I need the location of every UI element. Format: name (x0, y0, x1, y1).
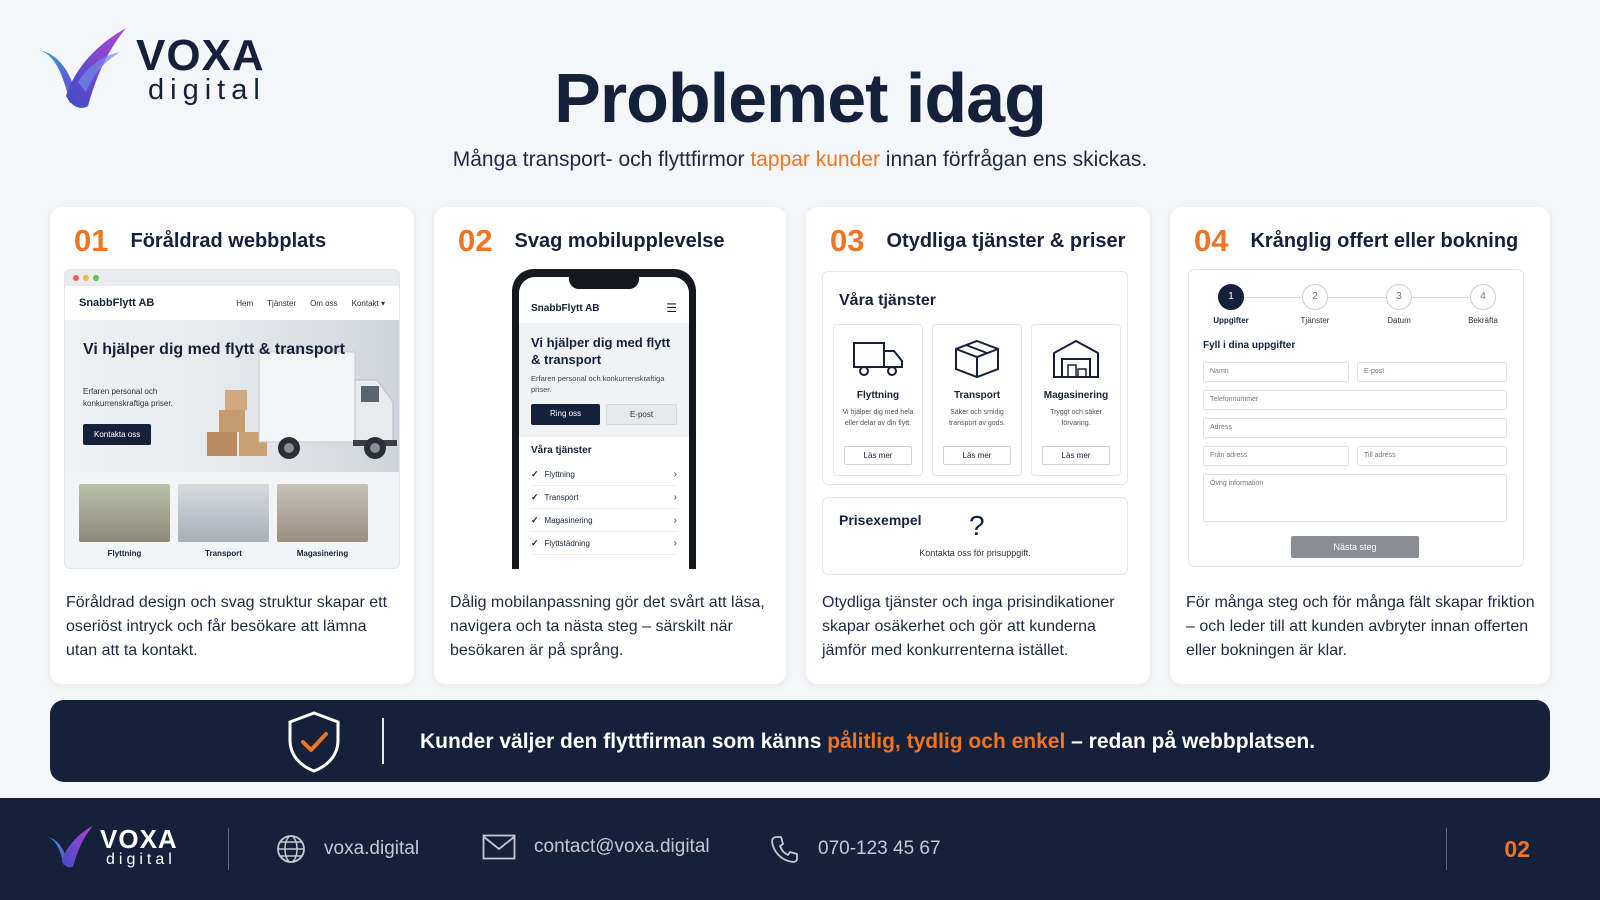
storage-image-icon (277, 484, 368, 542)
check-icon: ✓ (531, 514, 539, 525)
phone-hero-title: Vi hjälper dig med flytt & transport (531, 335, 671, 367)
service-name: Transport (953, 390, 1001, 401)
step-number: 4 (1470, 284, 1496, 310)
check-icon: ✓ (531, 468, 539, 479)
problem-card-1 (50, 207, 414, 684)
price-title: Prisexempel (839, 512, 922, 528)
card-description: Otydliga tjänster och inga prisindikationer skapar osäkerhet och gör att kunderna jämför med konkurrenterna istället. (822, 594, 1115, 659)
banner-highlight: pålitlig, tydlig och enkel (827, 730, 1066, 753)
list-item-label: Magasinering (544, 515, 593, 525)
read-more-button[interactable]: Läs mer (844, 446, 912, 465)
phone-hero-text: Erfaren personal och konkurrenskraftiga priser. (531, 374, 665, 394)
chevron-right-icon: › (673, 514, 677, 526)
check-icon: ✓ (531, 537, 539, 548)
mail-icon (482, 834, 516, 860)
logo-name: VOXA (136, 30, 265, 80)
phone-link[interactable]: 070-123 45 67 (818, 838, 941, 859)
contact-us-button[interactable]: Kontakta oss (83, 424, 151, 445)
close-dot-icon (73, 275, 79, 281)
nav-link-home[interactable]: Hem (236, 298, 254, 308)
subtitle-text-end: innan förfrågan ens skickas. (879, 148, 1148, 171)
list-item-label: Transport (544, 492, 579, 502)
price-text: Kontakta oss för prisuppgift. (919, 548, 1031, 558)
step-2[interactable] (1287, 284, 1343, 325)
problem-card-3 (806, 207, 1150, 684)
list-item-label: Flyttstädning (544, 538, 590, 548)
phone-icon (770, 834, 800, 864)
step-label: Tjänster (1300, 316, 1330, 325)
page-number: 02 (1504, 836, 1530, 862)
thumbnail-storage[interactable] (277, 484, 368, 558)
question-mark-icon: ? (969, 510, 985, 541)
step-label: Uppgifter (1213, 316, 1249, 325)
read-more-button[interactable]: Läs mer (943, 446, 1011, 465)
next-step-button[interactable]: Nästa steg (1291, 536, 1419, 558)
footer (0, 798, 1600, 900)
card-description: Dålig mobilanpassning gör det svårt att läsa, navigera och ta nästa steg – särskilt när besökaren är på språng. (450, 594, 765, 659)
phone-screen (519, 277, 689, 569)
footer-divider (228, 828, 229, 870)
form-title: Fyll i dina uppgifter (1203, 340, 1296, 351)
browser-bar (65, 270, 399, 286)
globe-icon (276, 834, 306, 864)
website-brand: SnabbFlytt AB (79, 297, 155, 309)
website-hero-text: Erfaren personal och konkurrenskraftiga priser. (83, 387, 173, 408)
card-number: 02 (458, 223, 493, 258)
banner-divider (382, 718, 384, 764)
booking-form-mockup (1188, 269, 1524, 567)
step-label: Bekräfta (1468, 316, 1498, 325)
hamburger-menu-icon[interactable]: ☰ (666, 301, 677, 315)
other-info-field[interactable]: Övrig information (1203, 474, 1507, 522)
website-hero (65, 320, 399, 472)
list-item[interactable] (531, 463, 677, 486)
thumbnail-transport[interactable] (178, 484, 269, 558)
footer-logo-sub: digital (106, 851, 176, 868)
footer-divider (1446, 828, 1447, 870)
moving-image-icon (79, 484, 170, 542)
email-button[interactable]: E-post (606, 404, 677, 425)
check-icon: ✓ (531, 491, 539, 502)
form-stepper (1203, 284, 1511, 328)
nav-link-services[interactable]: Tjänster (267, 298, 297, 308)
card-number: 04 (1194, 223, 1229, 258)
phone-services-title: Våra tjänster (531, 445, 592, 456)
card-title: Otydliga tjänster & priser (886, 229, 1126, 252)
nav-link-about[interactable]: Om oss (310, 298, 338, 308)
service-text: Säker och smidig transport av gods. (948, 409, 1006, 427)
van-image-icon (178, 484, 269, 542)
phone-mockup (512, 269, 696, 569)
page-title: Problemet idag (554, 59, 1046, 137)
subtitle-text: Många transport- och flyttfirmor (452, 148, 751, 171)
card-description: För många steg och för många fält skapar friktion – och leder till att kunden avbryter innan offerten eller bokningen är klar. (1186, 594, 1535, 659)
nav-link-contact[interactable]: Kontakt ▾ (351, 298, 385, 308)
website-hero-title: Vi hjälper dig med flytt & transport (83, 341, 345, 358)
name-field[interactable]: Namn (1203, 362, 1349, 382)
step-number: 2 (1302, 284, 1328, 310)
maximize-dot-icon (93, 275, 99, 281)
service-name: Flyttning (856, 390, 900, 401)
chevron-right-icon: › (673, 537, 677, 549)
website-link[interactable]: voxa.digital (324, 838, 420, 859)
warehouse-icon (1052, 339, 1100, 379)
voxa-mark-icon (46, 824, 94, 870)
email-field[interactable]: E-post (1357, 362, 1507, 382)
card-number: 03 (830, 223, 865, 258)
thumbnail-label: Magasinering (296, 549, 349, 558)
phone-services (519, 437, 689, 563)
footer-website[interactable] (276, 834, 419, 864)
service-text: Vi hjälper dig med hela eller delar av din flytt. (842, 409, 914, 427)
stepper-line (1231, 297, 1483, 298)
phone-field[interactable]: Telefonnummer (1203, 390, 1507, 410)
price-example-box (822, 497, 1128, 575)
phone-hero (519, 324, 689, 437)
card-number: 01 (74, 223, 109, 258)
card-title: Svag mobilupplevelse (514, 229, 725, 252)
step-3[interactable] (1371, 284, 1427, 325)
banner-text-start: Kunder väljer den flyttfirman som känns (420, 730, 828, 753)
services-title: Våra tjänster (839, 292, 936, 309)
service-card-moving (833, 324, 923, 476)
footer-logo-name: VOXA (100, 824, 178, 854)
shield-check-icon (286, 710, 342, 774)
step-4[interactable] (1455, 284, 1511, 325)
card-title: Krånglig offert eller bokning (1250, 229, 1519, 252)
footer-email[interactable] (482, 834, 710, 860)
page-subtitle (0, 148, 1600, 172)
logo-sub: digital (148, 73, 266, 106)
thumbnail-label: Transport (205, 549, 242, 558)
to-address-field[interactable]: Till adress (1357, 446, 1507, 466)
phone-brand: SnabbFlytt AB (531, 302, 600, 314)
banner-text-end: – redan på webbplatsen. (1065, 730, 1316, 753)
box-icon (954, 339, 1000, 379)
step-number: 1 (1218, 284, 1244, 310)
step-number: 3 (1386, 284, 1412, 310)
thumbnail-moving[interactable] (79, 484, 170, 558)
footer-logo (46, 824, 178, 870)
address-field[interactable]: Adress (1203, 418, 1507, 438)
service-card-storage (1031, 324, 1121, 476)
step-label: Datum (1387, 316, 1411, 325)
truck-icon (852, 339, 904, 379)
card-title: Föråldrad webbplats (130, 229, 327, 252)
chevron-right-icon: › (673, 468, 677, 480)
list-item[interactable] (531, 486, 677, 509)
minimize-dot-icon (83, 275, 89, 281)
call-us-button[interactable]: Ring oss (531, 404, 600, 425)
footer-phone[interactable] (770, 834, 941, 864)
list-item[interactable] (531, 509, 677, 532)
list-item[interactable] (531, 532, 677, 555)
service-card-transport (932, 324, 1022, 476)
email-link[interactable]: contact@voxa.digital (534, 836, 710, 857)
subtitle-highlight: tappar kunder (750, 148, 880, 171)
service-name: Magasinering (1043, 390, 1109, 401)
card-description: Föråldrad design och svag struktur skapar ett oseriöst intryck och får besökare att lämna utan att ta kontakt. (66, 594, 388, 659)
problem-card-4 (1170, 207, 1550, 684)
phone-notch (569, 277, 639, 289)
step-1[interactable] (1203, 284, 1259, 325)
service-thumbnails (65, 472, 399, 558)
website-nav (65, 286, 399, 320)
chevron-right-icon: › (673, 491, 677, 503)
service-text: Tryggt och säker förvaring. (1050, 409, 1102, 427)
from-address-field[interactable]: Från adress (1203, 446, 1349, 466)
services-mockup (822, 271, 1128, 485)
thumbnail-label: Flyttning (107, 549, 142, 558)
key-message-banner (50, 700, 1550, 782)
read-more-button[interactable]: Läs mer (1042, 446, 1110, 465)
banner-message (420, 730, 1315, 754)
problem-card-2 (434, 207, 786, 684)
list-item-label: Flyttning (544, 469, 575, 479)
outdated-website-mockup (64, 269, 400, 569)
